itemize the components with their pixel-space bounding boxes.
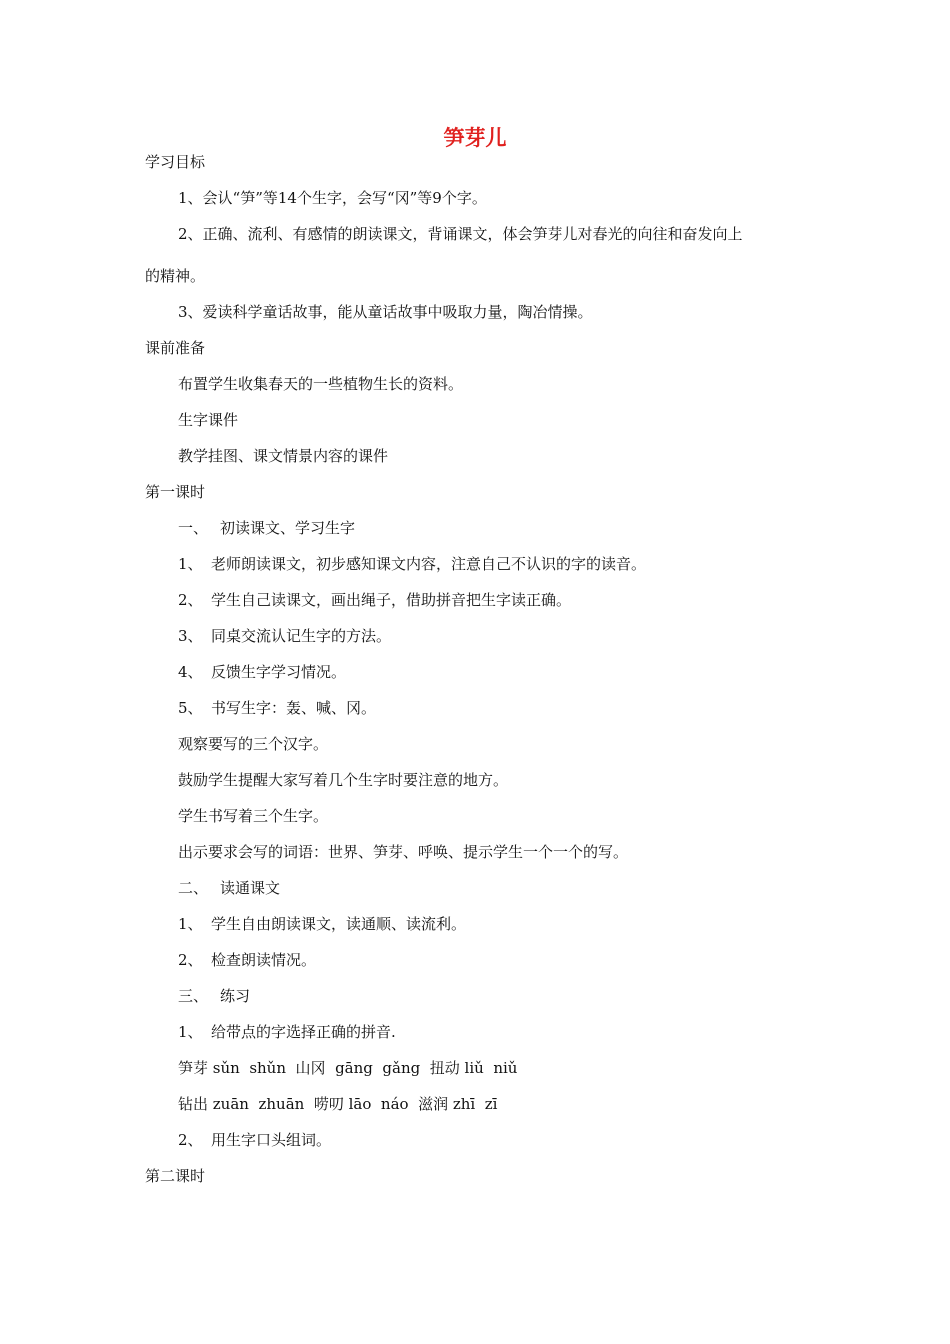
step-number: 1、	[178, 1023, 203, 1041]
step-item	[178, 914, 466, 934]
step-number: 1、	[178, 555, 203, 573]
step-item	[178, 698, 376, 718]
step-number: 2、	[178, 591, 203, 609]
prep-item-2: 生字课件	[178, 411, 239, 429]
step-text: 给带点的字选择正确的拼音.	[211, 1023, 396, 1041]
goal-item-2: 2、正确、流利、有感情的朗读课文，背诵课文，体会笋芽儿对春光的向往和奋发向上	[178, 225, 743, 243]
step-number: 4、	[178, 663, 203, 681]
step-item	[178, 950, 316, 970]
step-text: 学生自由朗读课文，读通顺、读流利。	[211, 915, 467, 933]
step-number: 1、	[178, 915, 203, 933]
step-number: 3、	[178, 627, 203, 645]
part-1-number: 一、	[178, 519, 209, 537]
step-text: 检查朗读情况。	[211, 951, 317, 969]
step-item	[178, 1022, 396, 1042]
prep-item-1: 布置学生收集春天的一些植物生长的资料。	[178, 375, 464, 393]
step-text: 反馈生字学习情况。	[211, 663, 347, 681]
step-item	[178, 1130, 331, 1150]
part-2-number: 二、	[178, 879, 209, 897]
step-number: 2、	[178, 1131, 203, 1149]
note-line: 学生书写着三个生字。	[178, 807, 329, 825]
step-item	[178, 590, 571, 610]
note-line: 观察要写的三个汉字。	[178, 735, 329, 753]
document-title: 笋芽儿	[443, 126, 507, 150]
step-number: 5、	[178, 699, 203, 717]
part-3-title: 练习	[220, 987, 251, 1005]
heading-goals: 学习目标	[145, 153, 206, 171]
part-2-title: 读通课文	[220, 879, 281, 897]
step-item	[178, 554, 646, 574]
step-text: 同桌交流认记生字的方法。	[211, 627, 392, 645]
step-item	[178, 662, 346, 682]
note-line: 鼓励学生提醒大家写着几个生字时要注意的地方。	[178, 771, 509, 789]
step-number: 2、	[178, 951, 203, 969]
goal-item-2-continued: 的精神。	[145, 267, 206, 285]
heading-lesson-2: 第二课时	[145, 1167, 206, 1185]
part-3-number: 三、	[178, 987, 209, 1005]
note-line: 出示要求会写的词语：世界、笋芽、呼唤、提示学生一个一个的写。	[178, 843, 629, 861]
step-text: 学生自己读课文，画出绳子，借助拼音把生字读正确。	[211, 591, 572, 609]
step-text: 老师朗读课文，初步感知课文内容，注意自己不认识的字的读音。	[211, 555, 647, 573]
goal-item-1: 1、会认“笋”等14个生字，会写“冈”等9个字。	[178, 189, 487, 207]
part-3-heading	[178, 986, 250, 1006]
part-1-heading	[178, 518, 355, 538]
part-1-title: 初读课文、学习生字	[220, 519, 356, 537]
pinyin-line: 钻出 zuān zhuān 唠叨 lāo náo 滋润 zhī zī	[178, 1095, 498, 1113]
part-2-heading	[178, 878, 280, 898]
pinyin-line: 笋芽 sǔn shǔn 山冈 gāng gǎng 扭动 liǔ niǔ	[178, 1059, 518, 1077]
step-text: 书写生字：轰、喊、冈。	[211, 699, 377, 717]
step-text: 用生字口头组词。	[211, 1131, 332, 1149]
step-item	[178, 626, 391, 646]
goal-item-3: 3、爱读科学童话故事，能从童话故事中吸取力量，陶冶情操。	[178, 303, 593, 321]
heading-prep: 课前准备	[145, 339, 206, 357]
prep-item-3: 教学挂图、课文情景内容的课件	[178, 447, 389, 465]
heading-lesson-1: 第一课时	[145, 483, 206, 501]
